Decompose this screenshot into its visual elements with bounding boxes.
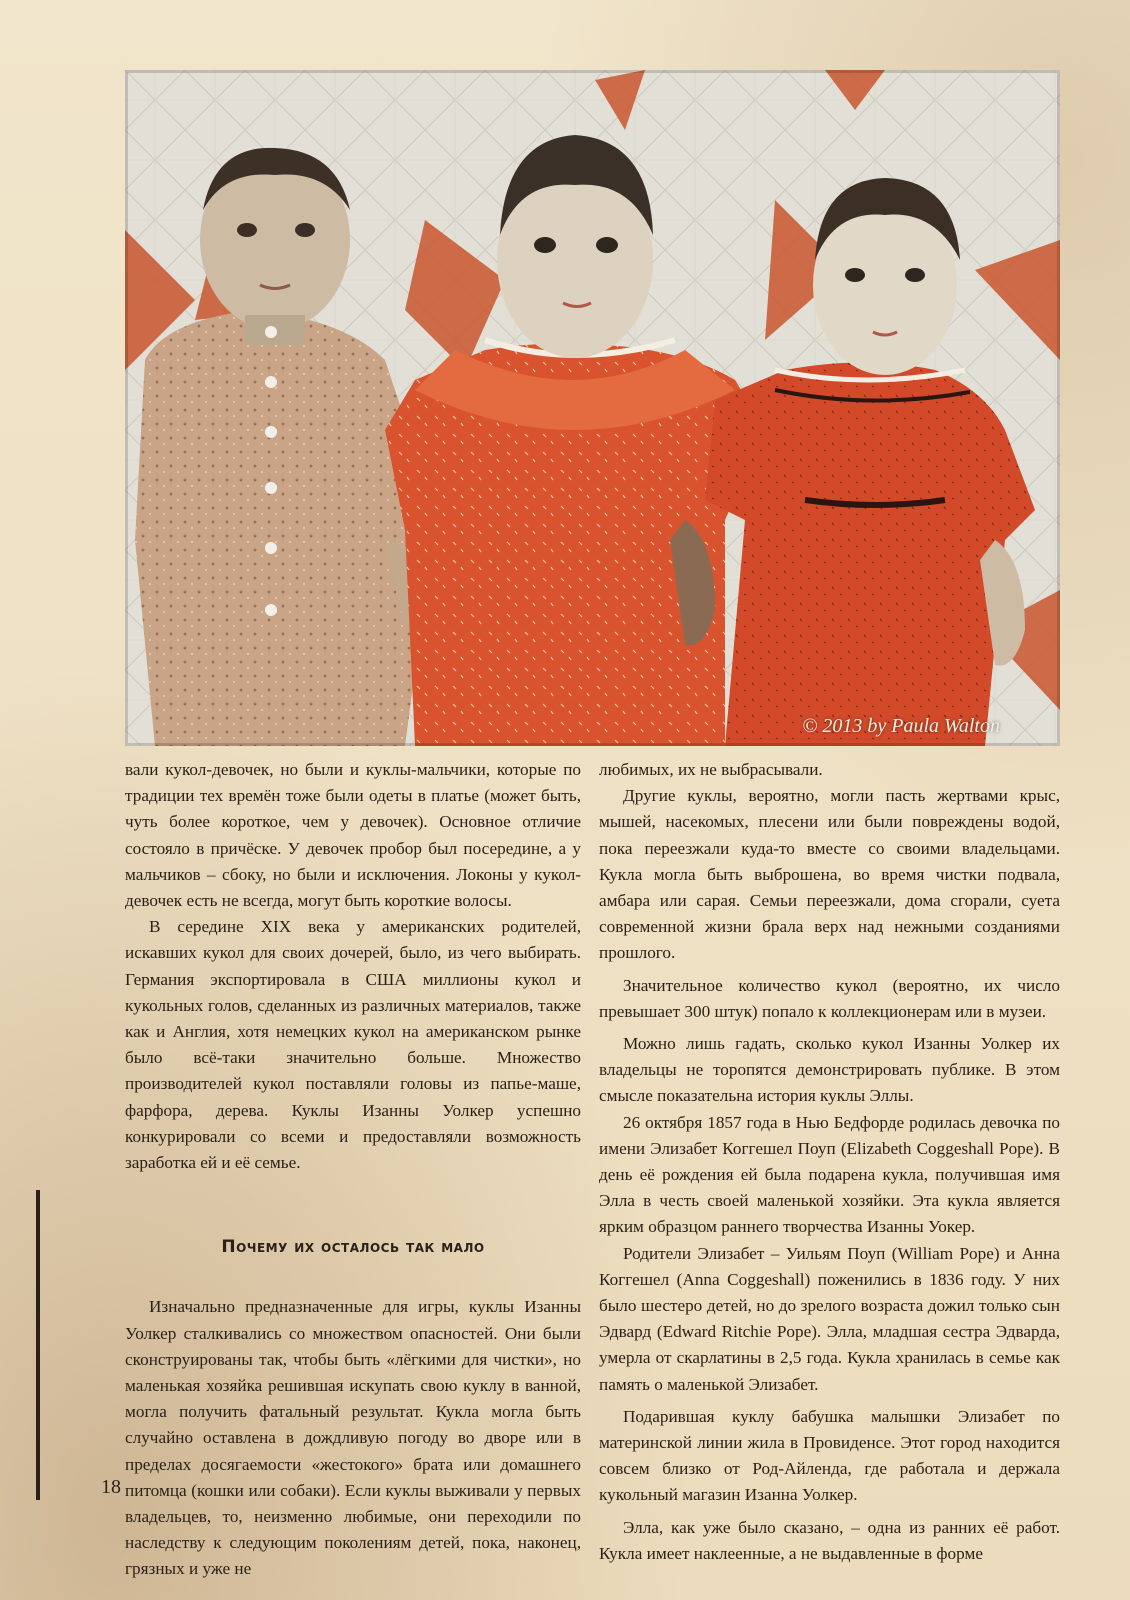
paragraph: Изначально предназначенные для игры, куклы Изанны Уолкер сталкивались со множеством опасностей. Они были сконструированы так, чтобы быть «лёгкими для чистки», но маленькая хозяйка решившая искупать свою куклу в ванной, могла получить фатальный результат. Кукла могла быть случайно оставлена в дождливую погоду во дворе или в пределах досягаемости «жестокого» брата или домашнего питомца (кошки или собаки). Если куклы выживали у первых владельцев, то, неизменно любимые, они переходили по наследству к следующим поколениям детей, пока, наконец, грязных и уже не [125, 1297, 581, 1579]
paragraph: В середине XIX века у американских родителей, искавших кукол для своих дочерей, было, из чего выбирать. Германия экспортировала в США миллионы кукол и кукольных голов, сделанных из различных материалов, также как и Англия, хотя немецких кукол на американском рынке было всё-таки значительно больше. Множество производителей кукол поставляли головы из папье-маше, фарфора, дерева. Куклы Изанны Уолкер успешно конкурировали со всеми и предоставляли возможность заработка ей и её семье. [125, 917, 581, 1173]
paragraph: Элла, как уже было сказано, – одна из ранних её работ. Кукла имеет наклеенные, а не выдавленные в форме [599, 1517, 1060, 1563]
page-number: 18 [101, 1476, 121, 1498]
margin-rule [36, 1190, 40, 1500]
paragraph: Другие куклы, вероятно, могли пасть жертвами крыс, мышей, насекомых, плесени или были повреждены водой, пока переезжали куда-то вместе со своими владельцами. Кукла могла быть выброшена, во время чистки подвала, амбара или сарая. Семьи переезжали, дома сгорали, суета современной жизни брала верх над нежными созданиями прошлого. [599, 786, 1060, 963]
paragraph: вали кукол-девочек, но были и куклы-мальчики, которые по традиции тех времён тоже были одеты в платье (может быть, чуть более короткое, чем у девочек). Основное отличие состояло в причёске. У девочек пробор был посередине, а у мальчиков – сбоку, но были и исключения. Локоны у кукол-девочек есть не всегда, могут быть короткие волосы. [125, 760, 581, 911]
three-dolls-image [125, 70, 1060, 746]
paragraph: Можно лишь гадать, сколько кукол Изанны Уолкер их владельцы не торопятся демонстрировать публике. В этом смысле показательна история куклы Эллы. [599, 1034, 1060, 1106]
paragraph: Родители Элизабет – Уильям Поуп (William Pope) и Анна Коггешел (Anna Coggeshall) поженились в 1836 году. У них было шестеро детей, но до зрелого возраста дожил только сын Эдвард (Edward Ritchie Pope). Элла, младшая сестра Эдварда, умерла от скарлатины в 2,5 года. Кукла хранилась в семье как память о маленькой Элизабет. [599, 1243, 1060, 1394]
left-column [125, 757, 581, 1583]
right-column [599, 757, 1060, 1567]
paragraph: любимых, их не выбрасывали. [599, 760, 823, 779]
paragraph: 26 октября 1857 года в Нью Бедфорде родилась девочка по имени Элизабет Коггешел Поуп (Elizabeth Coggeshall Pope). В день её рождения ей была подарена кукла, получившая имя Элла в честь своей маленькой хозяйки. Эта кукла является ярким образцом раннего творчества Изанны Уокер. [599, 1112, 1060, 1237]
paragraph: Значительное количество кукол (вероятно, их число превышает 300 штук) попало к коллекционерам или в музеи. [599, 975, 1060, 1021]
photo-credit: © 2013 by Paula Walton [802, 715, 1000, 737]
section-heading: Почему их осталось так мало [221, 1237, 485, 1258]
paragraph: Подарившая куклу бабушка малышки Элизабет по материнской линии жила в Провиденсе. Этот город находится совсем близко от Род-Айленда, где работала и держала кукольный магазин Изанна Уолкер. [599, 1406, 1060, 1505]
doll-photograph [125, 70, 1060, 746]
